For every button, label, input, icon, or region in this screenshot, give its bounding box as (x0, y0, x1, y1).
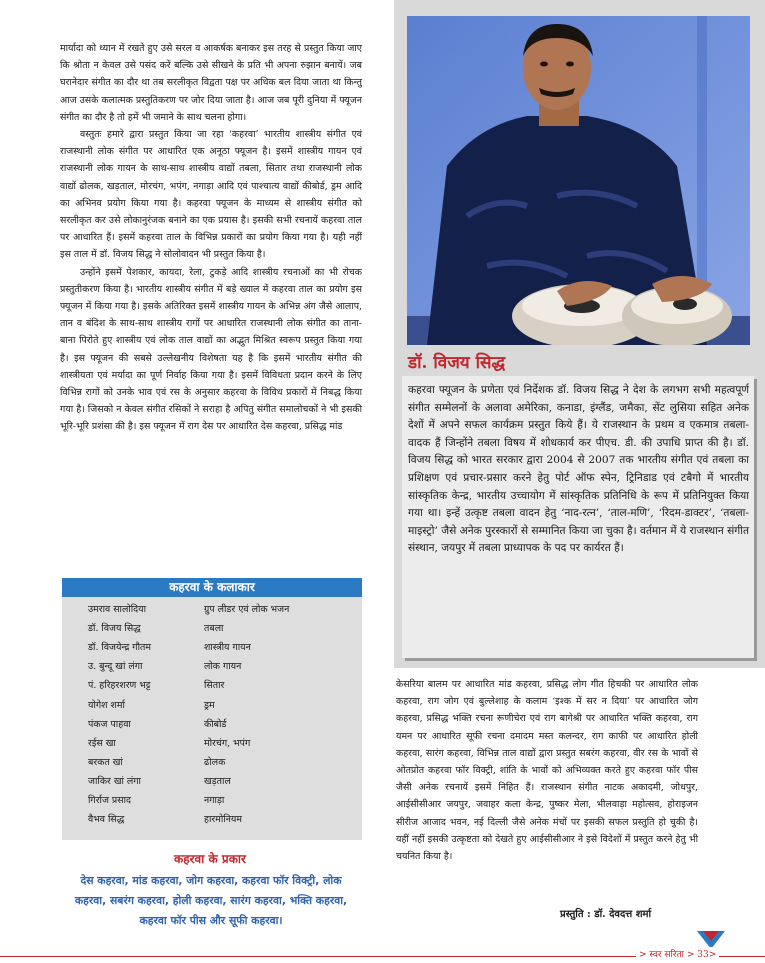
footer-page-label: > स्वर सरिता > 33> (636, 947, 719, 960)
artist-name: उमराव सालोदिया (88, 604, 147, 615)
artist-role: नगाड़ा (204, 795, 225, 806)
artist-name: पंकज पाहवा (88, 718, 131, 730)
artist-row (88, 794, 358, 808)
artist-name: डॉ. विजय सिद्ध (88, 623, 141, 635)
artist-name: रईस खा (88, 737, 116, 749)
types-title: कहरवा के प्रकार (174, 852, 246, 866)
artist-role: ढोलक (204, 756, 226, 768)
artist-name: जाकिर खां लंगा (88, 775, 141, 787)
artist-name: वैभव सिद्ध (88, 814, 125, 826)
artist-role: हारमोनियम (204, 814, 242, 826)
artist-role: खड़ताल (204, 775, 231, 787)
artist-row (88, 756, 358, 770)
types-text: देस कहरवा, मांड कहरवा, जोग कहरवा, कहरवा फॉर विक्ट्री, लोक कहरवा, सबरंग कहरवा, होली कहरवा, सारंग कहरवा, भक्ति कहरवा, कहरवा फॉर पीस और सूफी कहरवा। (74, 874, 348, 927)
byline: प्रस्तुति : डॉ. देवदत्त शर्मा (560, 909, 652, 920)
right-paragraph: केसरिया बालम पर आधारित मांड कहरवा, प्रसिद्ध लोग गीत हिचकी पर आधारित लोक कहरवा, राग जोग एवं बुल्लेशाह के कलाम ‘इश्क में सर न दिया’ पर आधारित जोग कहरवा, प्रसिद्ध भक्ति रचना रूणीचेरा एवं राग बागेश्री पर आधारित भक्ति कहरवा, राग यमन पर आधारित सूफी रचना दमादम मस्त कलन्दर, राग काफी पर आधारित होली कहरवा, सारंग कहरवा, विभिन्न ताल वाद्यों द्वारा प्रस्तुत सबरंग कहरवा, वीर रस के भावों से ओतप्रोत कहरवा फॉर विक्ट्री, शांति के भावों को अभिव्यक्त करते हुए कहरवा फॉर पीस जैसी अनेक रचनायें इसमें निहित हैं। राजस्थान संगीत नाटक अकादमी, जोधपुर, आईसीसीआर जयपुर, जवाहर कला केन्द्र, पुष्कर मेला, भीलवाड़ा महोत्सव, होराइजन सीरीज आजाद भवन, नई दिल्ली जैसे अनेक मंचों पर इसकी सफल प्रस्तुति हो चुकी है। यहीं नहीं इसकी उत्कृष्टता को देखते हुए आईसीसीआर ने इसे विदेशों में प्रस्तुत करने हेतु भी चयनित किया है। (396, 679, 698, 863)
artist-row (88, 718, 358, 732)
artist-name: गिर्राज प्रसाद (88, 795, 131, 806)
artist-name: बरकत खां (88, 756, 123, 768)
artist-row (88, 641, 358, 655)
artist-role: लोक गायन (204, 661, 242, 673)
left-paragraph-2: वस्तुतः हमारे द्वारा प्रस्तुत किया जा रहा ‘कहरवा’ भारतीय शास्त्रीय संगीत एवं राजस्थानी लोक संगीत पर आधारित एक अनूठा फ्यूजन है। इसमें शास्त्रीय गायन एवं राजस्थानी लोक गायन के साथ-साथ शास्त्रीय वाद्यों तबला, सितार तथा राजस्थानी लोक वाद्यों ढोलक, खड़ताल, मोरचंग, भपंग, नगाड़ा आदि एवं पाश्चात्य वाद्यों कीबोर्ड, ड्रम आदि का अभिनव प्रयोग किया गया है। कहरवा फ्यूजन के माध्यम से शास्त्रीय संगीत को सरलीकृत कर उसे लोकानुरंजक बनाने का एक प्रयास है। इसकी सभी रचनायें कहरवा ताल पर आधारित हैं। इसमें कहरवा ताल के विभिन्न प्रकारों का प्रयोग किया गया है। यही नहीं इस ताल में डॉ. विजय सिद्ध ने सोलोवादन भी प्रस्तुत किया है। (60, 129, 362, 261)
artist-row (88, 660, 358, 674)
artists-title: कहरवा के कलाकार (62, 578, 362, 597)
left-column (60, 40, 362, 436)
portrait-photo (407, 16, 750, 345)
left-paragraph-1: मार्यादा को ध्यान में रखते हुए उसे सरल व आकर्षक बनाकर इस तरह से प्रस्तुत किया जाए कि श्रोता न केवल उसे पसंद करें बल्कि उसे सीखने के प्रति भी अपना रुझान बनायें। जब घरानेदार संगीत का दौर था तब सरलीकृत विद्वता पक्ष पर अधिक बल दिया जाता था किन्तु आज उसके कलात्मक प्रस्तुतिकरण पर जोर दिया जाता है। आज जब पूरी दुनिया में फ्यूजन संगीत का दौर है तो हमें भी जमाने के साथ चलना होगा। (60, 43, 362, 123)
artist-role: शास्त्रीय गायन (204, 642, 251, 654)
right-column (396, 676, 698, 865)
artist-role: कीबोर्ड (204, 718, 227, 730)
artist-role: सितार (204, 680, 225, 692)
artist-row (88, 737, 358, 751)
artist-name: डॉ. विजयेन्द्र गौतम (88, 642, 151, 654)
portrait-illustration (407, 16, 750, 345)
artist-row (88, 603, 358, 617)
artist-role: ग्रुप लीडर एवं लोक भजन (204, 604, 290, 615)
artist-row (88, 775, 358, 789)
artist-row (88, 622, 358, 636)
artist-role: तबला (204, 623, 224, 635)
artist-role: मोरचंग, भपंग (204, 737, 251, 749)
left-paragraph-3: उन्होंने इसमें पेशकार, कायदा, रेला, टुकड़े आदि शास्त्रीय रचनाओं का भी रोचक प्रस्तुतीकरण किया है। भारतीय शास्त्रीय संगीत में बड़े ख्याल में कहरवा ताल का प्रयोग इस फ्यूजन में किया गया है। इसके अतिरिक्त इसमें शास्त्रीय गायन के अभिन्न अंग जैसे आलाप, तान व बंदिश के साथ-साथ शास्त्रीय रागों पर आधारित राजस्थानी लोक संगीत का ताना-बाना पिरोते हुए शास्त्रीय एवं लोक ताल वाद्यों का अद्भुत मिश्रित स्वरूप प्रस्तुत किया गया है। इस फ्यूजन की सबसे उल्लेखनीय विशेषता यह है कि इसमें भारतीय संगीत की शास्त्रीयता एवं मर्यादा का पूर्ण निर्वाह किया गया है। इसमें विविधता प्रदान करने के लिए विभिन्न रागों को उनके भाव एवं रस के अनुसार कहरवा के विविध प्रकारों में निबद्ध किया गया है। जिसको न केवल संगीत रसिकों ने सराहा है अपितु संगीत समालोचकों ने भी इसकी भूरि-भूरि प्रशंसा की है। इस फ्यूजन में राग देस पर आधारित देस कहरवा, प्रसिद्ध मांड (60, 266, 362, 433)
artist-row (88, 813, 358, 827)
profile-bio: कहरवा फ्यूजन के प्रणेता एवं निर्देशक डॉ. विजय सिद्ध ने देश के लगभग सभी महत्वपूर्ण संगीत सम्मेलनों के अलावा अमेरिका, कनाडा, इंग्लैंड, जमैका, सेंट लुसिया सहित अनेक देशों में अपने सफल कार्यक्रम प्रस्तुत किये हैं। ये राजस्थान के प्रथम व एकमात्र तबला-वादक हैं जिन्होंने तबला विषय में शोधकार्य कर पीएच. डी. की उपाधि प्राप्त की है। डॉ. विजय सिद्ध को भारत सरकार द्वारा 2004 से 2007 तक भारतीय संगीत एवं तबला का प्रशिक्षण एवं प्रचार-प्रसार करने हेतु पोर्ट ऑफ स्पेन, ट्रिनिडाड एवं टबैगो में भारतीय सांस्कृतिक केन्द्र, भारतीय उच्चायोग में सांस्कृतिक प्रतिनिधि के रूप में प्रतिनियुक्त किया गया था। इन्हें उत्कृष्ट तबला वादन हेतु ‘नाद-रत्न’, ‘ताल-मणि’, ‘रिदम-डाक्टर’, ‘तबला-माइस्ट्रो’ जैसे अनेक पुरस्कारों से सम्मानित किया जा चुका है। वर्तमान में ये राजस्थान संगीत संस्थान, जयपुर में तबला प्राध्यापक के पद पर कार्यरत हैं। (408, 384, 749, 555)
profile-name: डॉ. विजय सिद्ध (408, 353, 506, 373)
artist-row (88, 699, 358, 713)
artist-name: पं. हरिहरशरण भट्ट (88, 680, 151, 692)
artist-name: उ. बुन्दू खां लंगा (88, 661, 143, 673)
artist-role: ड्रम (204, 699, 215, 711)
artist-row (88, 679, 358, 693)
artist-name: योगेश शर्मा (88, 699, 125, 711)
